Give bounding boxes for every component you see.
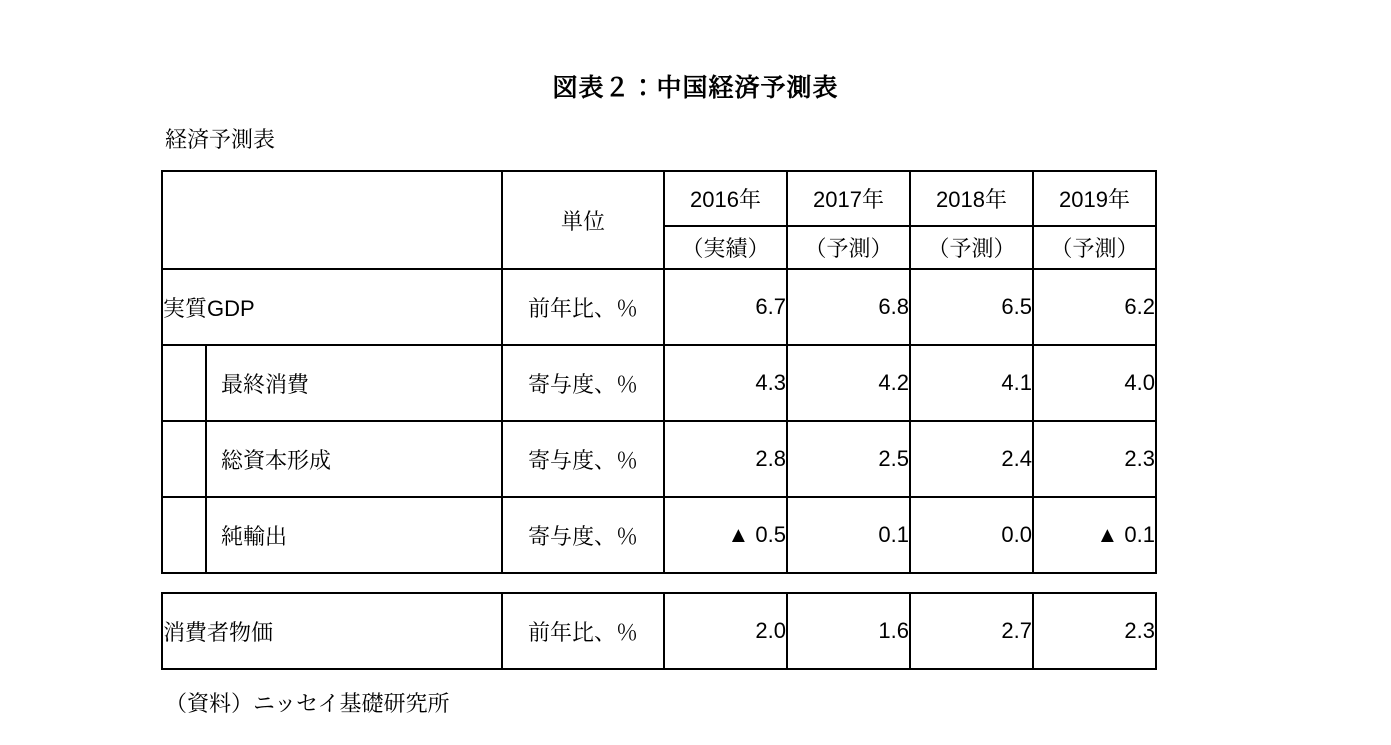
row-unit-cpi: 前年比、％	[502, 593, 664, 669]
forecast-table-main	[161, 170, 1157, 574]
cell-real-gdp-2018: 6.5	[910, 269, 1033, 345]
cell-real-gdp-2017: 6.8	[787, 269, 910, 345]
cell-cpi-2017: 1.6	[787, 593, 910, 669]
row-unit-real-gdp: 前年比、％	[502, 269, 664, 345]
row-unit-net-exports: 寄与度、％	[502, 497, 664, 573]
header-year-2019: 2019年	[1033, 171, 1156, 226]
table-row	[162, 593, 1156, 669]
header-sub-2019: （予測）	[1033, 226, 1156, 269]
row-label-gross-capital-formation: 総資本形成	[206, 421, 502, 497]
header-sub-2016: （実績）	[664, 226, 787, 269]
row-label-real-gdp: 実質GDP	[162, 269, 502, 345]
header-unit: 単位	[502, 171, 664, 269]
cell-net-exports-2018: 0.0	[910, 497, 1033, 573]
cell-net-exports-2016: ▲ 0.5	[664, 497, 787, 573]
cell-net-exports-2019: ▲ 0.1	[1033, 497, 1156, 573]
source-note: （資料）ニッセイ基礎研究所	[165, 691, 450, 716]
table-header-row-years	[162, 171, 1156, 226]
row-unit-final-consumption: 寄与度、％	[502, 345, 664, 421]
row-label-cpi: 消費者物価	[162, 593, 502, 669]
row-unit-gross-capital-formation: 寄与度、％	[502, 421, 664, 497]
table-row	[162, 345, 1156, 421]
table-row	[162, 269, 1156, 345]
table-row	[162, 421, 1156, 497]
cell-cpi-2016: 2.0	[664, 593, 787, 669]
header-sub-2018: （予測）	[910, 226, 1033, 269]
cell-gross-capital-formation-2017: 2.5	[787, 421, 910, 497]
cell-final-consumption-2017: 4.2	[787, 345, 910, 421]
row-indent-spacer	[162, 345, 206, 421]
cell-final-consumption-2016: 4.3	[664, 345, 787, 421]
row-indent-spacer	[162, 497, 206, 573]
header-year-2017: 2017年	[787, 171, 910, 226]
table-row	[162, 497, 1156, 573]
cell-final-consumption-2019: 4.0	[1033, 345, 1156, 421]
header-sub-2017: （予測）	[787, 226, 910, 269]
cell-cpi-2019: 2.3	[1033, 593, 1156, 669]
row-label-net-exports: 純輸出	[206, 497, 502, 573]
cell-gross-capital-formation-2018: 2.4	[910, 421, 1033, 497]
cell-net-exports-2017: 0.1	[787, 497, 910, 573]
figure-title: 図表２：中国経済予測表	[552, 74, 839, 102]
header-blank-corner	[162, 171, 502, 269]
cell-real-gdp-2019: 6.2	[1033, 269, 1156, 345]
table-subtitle: 経済予測表	[165, 127, 276, 152]
cell-gross-capital-formation-2019: 2.3	[1033, 421, 1156, 497]
header-year-2016: 2016年	[664, 171, 787, 226]
header-year-2018: 2018年	[910, 171, 1033, 226]
cell-real-gdp-2016: 6.7	[664, 269, 787, 345]
row-label-final-consumption: 最終消費	[206, 345, 502, 421]
cell-final-consumption-2018: 4.1	[910, 345, 1033, 421]
cell-gross-capital-formation-2016: 2.8	[664, 421, 787, 497]
row-indent-spacer	[162, 421, 206, 497]
forecast-table-cpi	[161, 592, 1157, 670]
cell-cpi-2018: 2.7	[910, 593, 1033, 669]
